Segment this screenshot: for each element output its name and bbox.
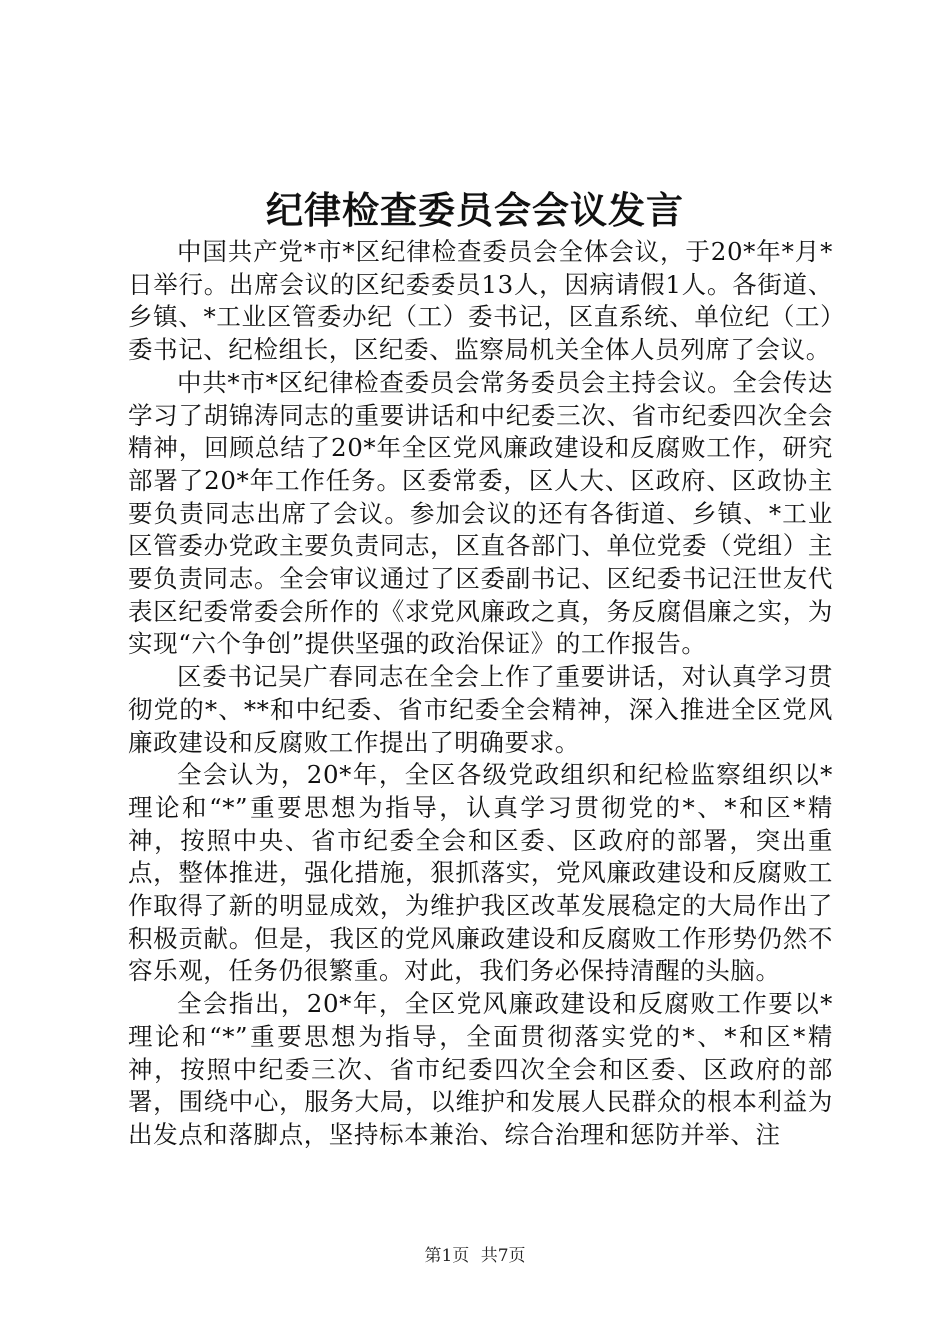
paragraph-3: 区委书记吴广春同志在全会上作了重要讲话，对认真学习贯彻党的*、**和中纪委、省市纪委全会精神，深入推进全区党风廉政建设和反腐败工作提出了明确要求。 — [128, 662, 833, 757]
page-number-total: 共7页 — [480, 1246, 526, 1266]
paragraph-2: 中共*市*区纪律检查委员会常务委员会主持会议。全会传达学习了胡锦涛同志的重要讲话和中纪委三次、省市纪委四次全会精神，回顾总结了20*年全区党风廉政建设和反腐败工作，研究部署了20*年工作任务。区委常委，区人大、区政府、区政协主要负责同志出席了会议。参加会议的还有各街道、乡镇、*工业区管委办党政主要负责同志，区直各部门、单位党委（党组）主要负责同志。全会审议通过了区委副书记、区纪委书记汪世友代表区纪委常委会所作的《求党风廉政之真，务反腐倡廉之实，为实现“六个争创”提供坚强的政治保证》的工作报告。 — [128, 367, 833, 659]
document-body — [128, 236, 833, 1152]
paragraph-4: 全会认为，20*年，全区各级党政组织和纪检监察组织以*理论和“*”重要思想为指导，认真学习贯彻党的*、*和区*精神，按照中央、省市纪委全会和区委、区政府的部署，突出重点，整体推进，强化措施，狠抓落实，党风廉政建设和反腐败工作取得了新的明显成效，为维护我区改革发展稳定的大局作出了积极贡献。但是，我区的党风廉政建设和反腐败工作形势仍然不容乐观，任务仍很繁重。对此，我们务必保持清醒的头脑。 — [128, 760, 833, 986]
paragraph-5: 全会指出，20*年，全区党风廉政建设和反腐败工作要以*理论和“*”重要思想为指导，全面贯彻落实党的*、*和区*精神，按照中纪委三次、省市纪委四次全会和区委、区政府的部署，围绕中心，服务大局，以维护和发展人民群众的根本利益为出发点和落脚点，坚持标本兼治、综合治理和惩防并举、注 — [128, 989, 833, 1149]
document-title: 纪律检查委员会会议发言 — [266, 188, 684, 232]
page-footer — [0, 1244, 950, 1268]
paragraph-1: 中国共产党*市*区纪律检查委员会全体会议，于20*年*月*日举行。出席会议的区纪委委员13人，因病请假1人。各街道、乡镇、*工业区管委办纪（工）委书记，区直系统、单位纪（工）委书记、纪检组长，区纪委、监察局机关全体人员列席了会议。 — [128, 237, 833, 365]
page-number-current: 第1页 — [424, 1246, 470, 1266]
